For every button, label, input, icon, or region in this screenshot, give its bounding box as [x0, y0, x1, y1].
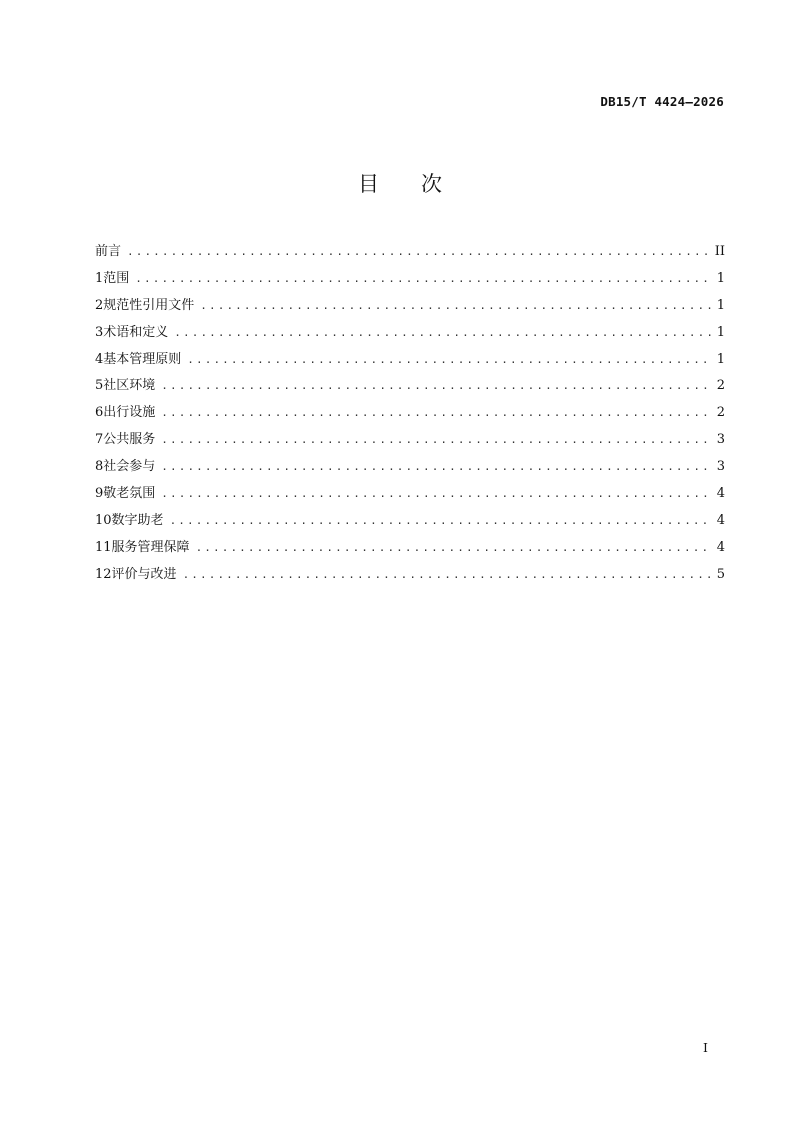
- toc-entry-number: 1: [95, 270, 104, 286]
- dot-leader: [161, 427, 710, 454]
- toc-entry-page: 1: [716, 297, 725, 313]
- dot-leader: [161, 481, 710, 508]
- toc-entry-page: 1: [716, 270, 725, 286]
- document-code: DB15/T 4424—2026: [600, 94, 724, 109]
- toc-entry-label: 社会参与: [103, 459, 156, 475]
- table-of-contents: [95, 239, 725, 589]
- toc-entry-page: 2: [716, 378, 725, 394]
- toc-entry-public-services[interactable]: [95, 427, 725, 454]
- toc-entry-label: 基本管理原则: [103, 351, 182, 367]
- toc-entry-number: 6: [95, 405, 104, 421]
- toc-entry-label: 数字助老: [111, 512, 164, 528]
- toc-entry-number: 5: [95, 378, 104, 394]
- toc-entry-travel-facilities[interactable]: [95, 400, 725, 427]
- toc-entry-page: 3: [716, 432, 725, 448]
- dot-leader: [161, 454, 710, 481]
- toc-entry-page: 1: [716, 351, 725, 367]
- dot-leader: [200, 293, 710, 320]
- dot-leader: [161, 373, 710, 400]
- toc-entry-page: 1: [716, 324, 725, 340]
- toc-entry-label: 服务管理保障: [111, 539, 190, 555]
- toc-entry-label: 评价与改进: [111, 566, 177, 582]
- toc-entry-label: 出行设施: [103, 405, 156, 421]
- dot-leader: [170, 508, 711, 535]
- dot-leader: [183, 562, 711, 589]
- toc-entry-page: 3: [716, 459, 725, 475]
- toc-entry-label: 术语和定义: [103, 324, 169, 340]
- toc-entry-label: 公共服务: [103, 432, 156, 448]
- toc-entry-number: 9: [95, 486, 104, 502]
- toc-entry-page: 5: [716, 566, 725, 582]
- dot-leader: [196, 535, 711, 562]
- toc-entry-page: II: [714, 244, 725, 259]
- toc-entry-digital-assistance[interactable]: [95, 508, 725, 535]
- toc-entry-community-environment[interactable]: [95, 373, 725, 400]
- toc-entry-label: 规范性引用文件: [103, 297, 195, 313]
- toc-entry-label: 社区环境: [103, 378, 156, 394]
- toc-entry-page: 4: [716, 512, 725, 528]
- toc-entry-page: 4: [716, 486, 725, 502]
- toc-entry-number: 2: [95, 297, 104, 313]
- toc-entry-number: 11: [95, 539, 112, 555]
- toc-entry-number: 12: [95, 566, 112, 582]
- toc-entry-number: 8: [95, 459, 104, 475]
- toc-entry-normative-references[interactable]: [95, 293, 725, 320]
- toc-entry-terms-definitions[interactable]: [95, 320, 725, 347]
- toc-entry-label: 前言: [95, 244, 122, 259]
- page-number: I: [703, 1040, 708, 1055]
- dot-leader: [174, 320, 710, 347]
- toc-entry-social-participation[interactable]: [95, 454, 725, 481]
- toc-entry-service-management[interactable]: [95, 535, 725, 562]
- toc-entry-respect-atmosphere[interactable]: [95, 481, 725, 508]
- toc-entry-foreword[interactable]: [95, 239, 725, 266]
- toc-entry-page: 4: [716, 539, 725, 555]
- toc-entry-number: 3: [95, 324, 104, 340]
- toc-entry-number: 10: [95, 512, 112, 528]
- dot-leader: [135, 266, 710, 293]
- dot-leader: [161, 400, 710, 427]
- toc-entry-page: 2: [716, 405, 725, 421]
- toc-entry-label: 范围: [103, 270, 130, 286]
- toc-entry-basic-principles[interactable]: [95, 347, 725, 374]
- toc-entry-label: 敬老氛围: [103, 486, 156, 502]
- page-title: 目次: [358, 172, 484, 196]
- toc-entry-scope[interactable]: [95, 266, 725, 293]
- dot-leader: [187, 347, 710, 374]
- toc-entry-evaluation-improvement[interactable]: [95, 562, 725, 589]
- dot-leader: [127, 239, 709, 266]
- toc-entry-number: 4: [95, 351, 104, 367]
- toc-entry-number: 7: [95, 432, 104, 448]
